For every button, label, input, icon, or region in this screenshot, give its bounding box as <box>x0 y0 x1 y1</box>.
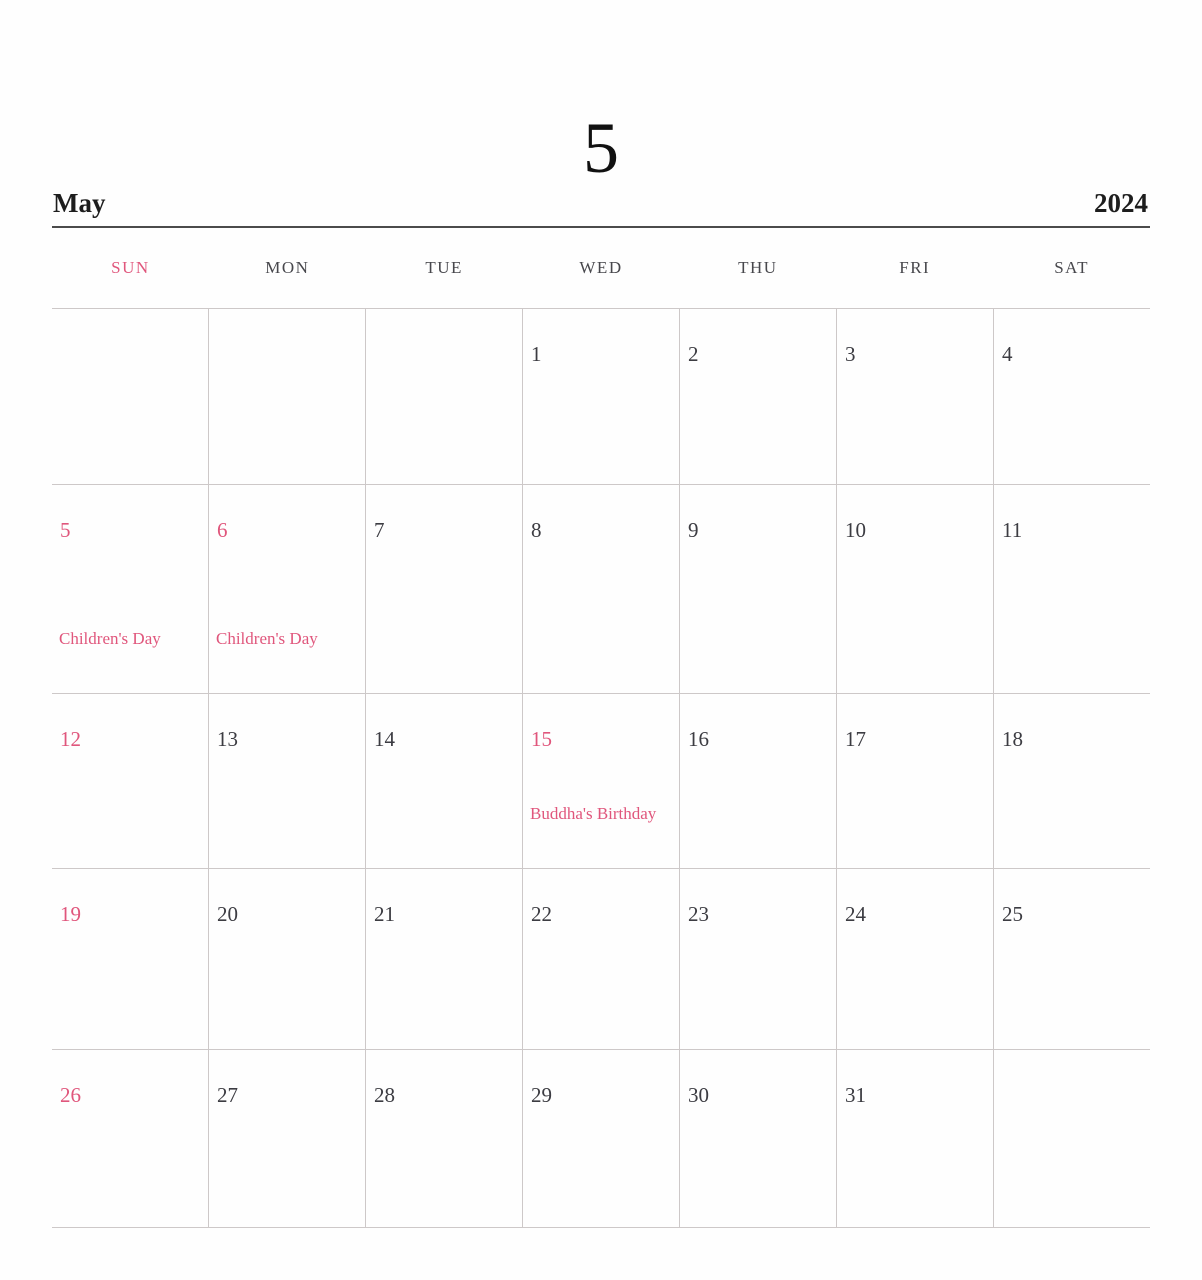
day-number: 1 <box>531 342 542 366</box>
day-cell <box>365 485 522 693</box>
month-number: 5 <box>583 108 619 188</box>
day-number: 25 <box>1002 902 1023 926</box>
day-cell <box>52 485 208 693</box>
day-cell <box>993 694 1150 868</box>
day-cell <box>836 1050 993 1227</box>
weekday-label-tue: TUE <box>425 258 463 277</box>
day-number: 28 <box>374 1083 395 1107</box>
day-number: 29 <box>531 1083 552 1107</box>
day-cell <box>52 1050 208 1227</box>
holiday-label: Buddha's Birthday <box>530 804 657 823</box>
day-cell <box>679 869 836 1049</box>
day-cell <box>208 1050 365 1227</box>
day-cell <box>208 309 365 484</box>
week-row <box>52 694 1150 869</box>
weekday-label-thu: THU <box>738 258 778 277</box>
day-number: 11 <box>1002 518 1023 542</box>
day-cell <box>52 869 208 1049</box>
day-cell <box>993 869 1150 1049</box>
day-number: 18 <box>1002 727 1023 751</box>
day-number: 3 <box>845 342 856 366</box>
day-number: 27 <box>217 1083 238 1107</box>
day-number: 6 <box>217 518 228 542</box>
day-number: 5 <box>60 518 71 542</box>
day-cell <box>522 869 679 1049</box>
day-cell <box>52 694 208 868</box>
day-cell <box>522 309 679 484</box>
weekday-label-mon: MON <box>265 258 310 277</box>
week-row <box>52 869 1150 1050</box>
day-cell <box>993 1050 1150 1227</box>
day-cell <box>522 694 679 868</box>
day-number: 30 <box>688 1083 709 1107</box>
holiday-label: Children's Day <box>59 629 161 648</box>
holiday-label: Children's Day <box>216 629 318 648</box>
day-number: 12 <box>60 727 81 751</box>
day-cell <box>679 309 836 484</box>
day-cell <box>836 309 993 484</box>
weekday-label-wed: WED <box>579 258 623 277</box>
day-cell <box>522 1050 679 1227</box>
day-cell <box>365 694 522 868</box>
day-number: 22 <box>531 902 552 926</box>
calendar-grid <box>52 308 1150 1228</box>
day-cell <box>522 485 679 693</box>
day-cell <box>836 485 993 693</box>
day-number: 13 <box>217 727 238 751</box>
day-number: 10 <box>845 518 866 542</box>
day-number: 16 <box>688 727 709 751</box>
week-row <box>52 1050 1150 1228</box>
day-cell <box>836 694 993 868</box>
day-number: 7 <box>374 518 385 542</box>
week-row <box>52 309 1150 485</box>
day-cell <box>365 309 522 484</box>
weekday-header-row <box>52 228 1150 308</box>
weekday-label-sat: SAT <box>1054 258 1089 277</box>
day-number: 19 <box>60 902 81 926</box>
weekday-label-fri: FRI <box>899 258 931 277</box>
day-number: 23 <box>688 902 709 926</box>
weekday-label-sun: SUN <box>111 258 150 277</box>
day-cell <box>208 485 365 693</box>
day-cell <box>993 309 1150 484</box>
day-cell <box>208 869 365 1049</box>
day-number: 20 <box>217 902 238 926</box>
day-number: 21 <box>374 902 395 926</box>
year: 2024 <box>1094 188 1148 218</box>
day-cell <box>836 869 993 1049</box>
day-number: 26 <box>60 1083 81 1107</box>
day-number: 24 <box>845 902 866 926</box>
day-number: 4 <box>1002 342 1013 366</box>
week-row <box>52 485 1150 694</box>
day-cell <box>993 485 1150 693</box>
day-number: 14 <box>374 727 395 751</box>
day-cell <box>679 485 836 693</box>
day-number: 8 <box>531 518 542 542</box>
day-number: 2 <box>688 342 699 366</box>
day-cell <box>208 694 365 868</box>
day-cell <box>52 309 208 484</box>
day-cell <box>679 1050 836 1227</box>
day-number: 9 <box>688 518 699 542</box>
day-number: 15 <box>531 727 552 751</box>
day-number: 31 <box>845 1083 866 1107</box>
month-name: May <box>53 188 106 218</box>
day-cell <box>365 869 522 1049</box>
day-number: 17 <box>845 727 866 751</box>
day-cell <box>679 694 836 868</box>
day-cell <box>365 1050 522 1227</box>
